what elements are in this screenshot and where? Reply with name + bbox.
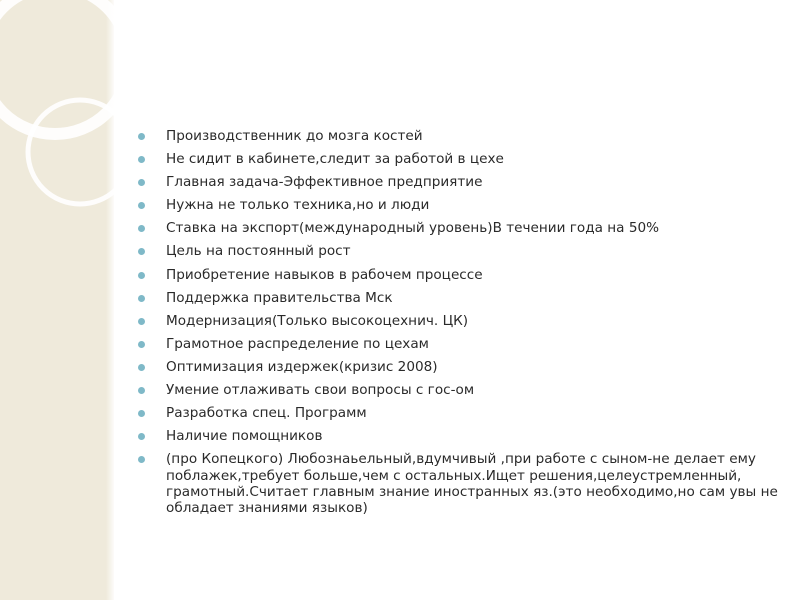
bullet-item <box>138 151 778 167</box>
bullet-item <box>138 174 778 190</box>
bullet-icon <box>138 202 145 209</box>
bullet-text: Поддержка правительства Мск <box>166 289 393 306</box>
bullet-text: Приобретение навыков в рабочем процессе <box>166 266 483 283</box>
bullet-icon <box>138 318 145 325</box>
bullet-item <box>138 451 778 516</box>
bullet-item <box>138 428 778 444</box>
bullet-text: Цель на постоянный рост <box>166 243 351 260</box>
bullet-icon <box>138 295 145 302</box>
bullet-text: (про Копецкого) Любознаьельный,вдумчивый ,при работе с сыном-не делает ему поблажек,требует больше,чем с остальных.Ищет решения,целеустремленный, грамотный.Считает главным знание иностранных яз.(это необходимо,но сам увы не обладает знаниями языков) <box>166 451 778 517</box>
bullet-item <box>138 336 778 352</box>
bullet-text: Умение отлаживать свои вопросы с гос-ом <box>166 382 475 399</box>
bullet-item <box>138 197 778 213</box>
bullet-text: Ставка на экспорт(международный уровень)В течении года на 50% <box>166 220 660 237</box>
bullet-text: Оптимизация издержек(кризис 2008) <box>166 358 438 375</box>
bullet-text: Разработка спец. Программ <box>166 405 367 422</box>
bullet-item <box>138 359 778 375</box>
bullet-item <box>138 220 778 236</box>
bullet-item <box>138 128 778 144</box>
bullet-icon <box>138 225 145 232</box>
decorative-rings <box>0 0 114 600</box>
bullet-text: Нужна не только техника,но и люди <box>166 197 430 214</box>
bullet-text: Грамотное распределение по цехам <box>166 335 429 352</box>
bullet-icon <box>138 387 145 394</box>
bullet-item <box>138 313 778 329</box>
bullet-item <box>138 382 778 398</box>
slide-sidebar <box>0 0 114 600</box>
bullet-text: Не сидит в кабинете,следит за работой в цехе <box>166 151 504 168</box>
bullet-icon <box>138 456 145 463</box>
bullet-text: Модернизация(Только высокоцехнич. ЦК) <box>166 312 469 329</box>
bullet-list <box>138 128 778 517</box>
bullet-item <box>138 243 778 259</box>
bullet-text: Производственник до мозга костей <box>166 128 423 144</box>
bullet-text: Наличие помощников <box>166 428 323 445</box>
bullet-item <box>138 290 778 306</box>
ring-large <box>0 0 114 134</box>
sidebar-edge <box>106 0 114 600</box>
bullet-icon <box>138 156 145 163</box>
bullet-text: Главная задача-Эффективное предприятие <box>166 174 483 191</box>
bullet-item <box>138 267 778 283</box>
bullet-item <box>138 405 778 421</box>
bullet-icon <box>138 433 145 440</box>
bullet-icon <box>138 410 145 417</box>
bullet-icon <box>138 341 145 348</box>
bullet-icon <box>138 248 145 255</box>
slide-content <box>138 128 778 523</box>
bullet-icon <box>138 133 145 140</box>
bullet-icon <box>138 179 145 186</box>
bullet-icon <box>138 364 145 371</box>
bullet-icon <box>138 272 145 279</box>
